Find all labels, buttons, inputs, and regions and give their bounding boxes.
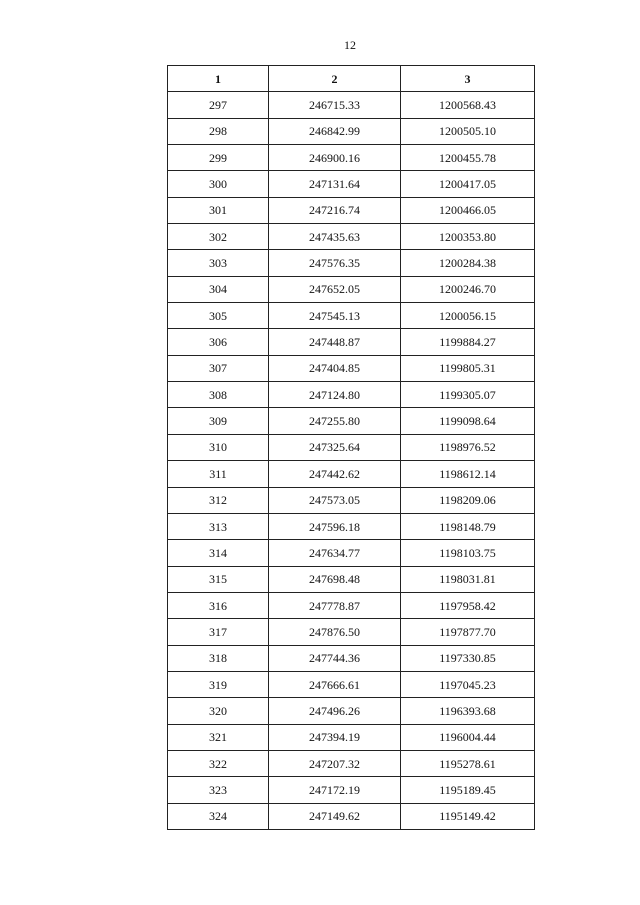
table-header-row [168,66,535,92]
coordinate-x-cell: 247576.35 [269,250,401,276]
table-row [168,434,535,460]
table-row [168,118,535,144]
coordinate-y-cell: 1195149.42 [401,803,535,829]
table-row [168,750,535,776]
coordinate-x-cell: 247698.48 [269,566,401,592]
coordinate-x-cell: 247255.80 [269,408,401,434]
coordinate-x-cell: 247404.85 [269,355,401,381]
coordinate-x-cell: 247394.19 [269,724,401,750]
coordinate-x-cell: 247876.50 [269,619,401,645]
table-row [168,329,535,355]
table-row [168,777,535,803]
page-number: 12 [344,38,356,52]
coordinate-x-cell: 247435.63 [269,224,401,250]
coordinate-x-cell: 247634.77 [269,540,401,566]
point-number-cell: 301 [168,197,269,223]
point-number-cell: 303 [168,250,269,276]
point-number-cell: 305 [168,303,269,329]
coordinate-y-cell: 1198148.79 [401,513,535,539]
table-row [168,619,535,645]
table-body [168,92,535,830]
point-number-cell: 297 [168,92,269,118]
point-number-cell: 321 [168,724,269,750]
coordinate-x-cell: 247778.87 [269,592,401,618]
coordinate-x-cell: 246715.33 [269,92,401,118]
point-number-cell: 311 [168,461,269,487]
table-row [168,145,535,171]
coordinate-x-cell: 247573.05 [269,487,401,513]
coordinate-y-cell: 1200455.78 [401,145,535,171]
coordinate-x-cell: 247149.62 [269,803,401,829]
point-number-cell: 314 [168,540,269,566]
coordinate-y-cell: 1200056.15 [401,303,535,329]
point-number-cell: 306 [168,329,269,355]
coordinate-y-cell: 1197958.42 [401,592,535,618]
table-row [168,698,535,724]
point-number-cell: 315 [168,566,269,592]
table-row [168,382,535,408]
coordinate-y-cell: 1196004.44 [401,724,535,750]
point-number-cell: 322 [168,750,269,776]
point-number-cell: 312 [168,487,269,513]
point-number-cell: 302 [168,224,269,250]
column-header-2: 2 [269,66,401,92]
table-row [168,276,535,302]
coordinate-y-cell: 1200353.80 [401,224,535,250]
coordinate-x-cell: 246842.99 [269,118,401,144]
table-row [168,671,535,697]
coordinate-y-cell: 1200417.05 [401,171,535,197]
coordinate-x-cell: 247172.19 [269,777,401,803]
table-row [168,355,535,381]
point-number-cell: 323 [168,777,269,803]
coordinate-y-cell: 1200466.05 [401,197,535,223]
coordinate-y-cell: 1199305.07 [401,382,535,408]
point-number-cell: 319 [168,671,269,697]
coordinate-y-cell: 1197877.70 [401,619,535,645]
coordinate-x-cell: 247744.36 [269,645,401,671]
table-row [168,566,535,592]
point-number-cell: 324 [168,803,269,829]
coordinate-x-cell: 247448.87 [269,329,401,355]
coordinate-x-cell: 247545.13 [269,303,401,329]
table-row [168,408,535,434]
point-number-cell: 310 [168,434,269,460]
coordinate-x-cell: 246900.16 [269,145,401,171]
point-number-cell: 313 [168,513,269,539]
coordinate-y-cell: 1199098.64 [401,408,535,434]
coordinate-y-cell: 1197045.23 [401,671,535,697]
table-row [168,803,535,829]
table-row [168,171,535,197]
coordinate-y-cell: 1200568.43 [401,92,535,118]
coordinate-y-cell: 1197330.85 [401,645,535,671]
table-row [168,92,535,118]
coordinate-y-cell: 1200246.70 [401,276,535,302]
coordinate-x-cell: 247124.80 [269,382,401,408]
point-number-cell: 309 [168,408,269,434]
table-row [168,303,535,329]
coordinate-y-cell: 1198031.81 [401,566,535,592]
table-row [168,250,535,276]
coordinate-y-cell: 1198976.52 [401,434,535,460]
coordinate-y-cell: 1198612.14 [401,461,535,487]
point-number-cell: 300 [168,171,269,197]
table-row [168,592,535,618]
column-header-1: 1 [168,66,269,92]
coordinate-x-cell: 247442.62 [269,461,401,487]
point-number-cell: 317 [168,619,269,645]
point-number-cell: 298 [168,118,269,144]
point-number-cell: 308 [168,382,269,408]
coordinate-y-cell: 1199884.27 [401,329,535,355]
coordinate-x-cell: 247666.61 [269,671,401,697]
point-number-cell: 316 [168,592,269,618]
point-number-cell: 299 [168,145,269,171]
coordinate-y-cell: 1195278.61 [401,750,535,776]
coordinate-x-cell: 247496.26 [269,698,401,724]
column-header-3: 3 [401,66,535,92]
coordinate-x-cell: 247131.64 [269,171,401,197]
table-row [168,461,535,487]
coordinate-y-cell: 1198209.06 [401,487,535,513]
table-row [168,224,535,250]
coordinate-y-cell: 1200505.10 [401,118,535,144]
coordinates-table [167,65,535,830]
table-row [168,487,535,513]
point-number-cell: 307 [168,355,269,381]
coordinate-y-cell: 1200284.38 [401,250,535,276]
coordinate-x-cell: 247207.32 [269,750,401,776]
point-number-cell: 318 [168,645,269,671]
coordinate-x-cell: 247652.05 [269,276,401,302]
coordinate-x-cell: 247325.64 [269,434,401,460]
table-row [168,724,535,750]
table-row [168,645,535,671]
coordinate-y-cell: 1195189.45 [401,777,535,803]
table-row [168,197,535,223]
table-row [168,513,535,539]
point-number-cell: 304 [168,276,269,302]
coordinate-x-cell: 247596.18 [269,513,401,539]
coordinate-x-cell: 247216.74 [269,197,401,223]
coordinate-y-cell: 1196393.68 [401,698,535,724]
point-number-cell: 320 [168,698,269,724]
coordinate-y-cell: 1198103.75 [401,540,535,566]
table-row [168,540,535,566]
coordinate-y-cell: 1199805.31 [401,355,535,381]
